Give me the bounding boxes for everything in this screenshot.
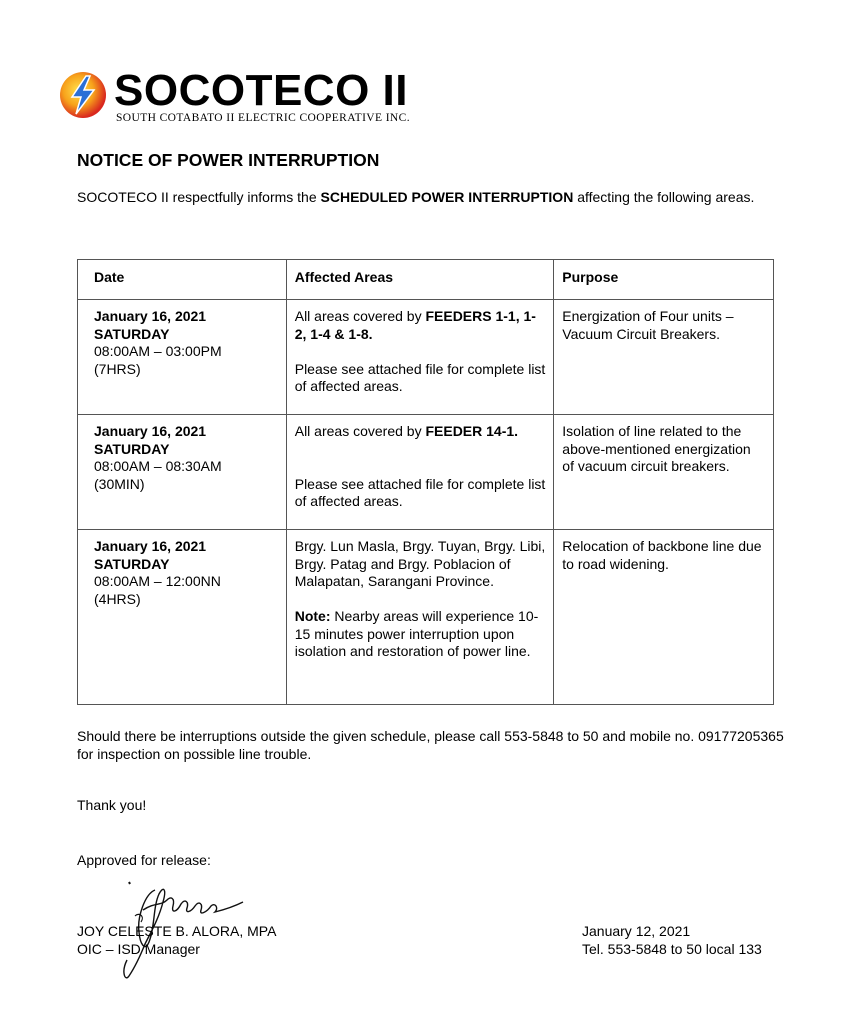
areas-prefix: All areas covered by <box>294 423 426 439</box>
interruption-table <box>77 259 774 705</box>
duration-text: (7HRS) <box>94 360 141 377</box>
signatory-name: JOY CELESTE B. ALORA, MPA <box>77 923 277 939</box>
date-cell <box>78 530 287 705</box>
time-text: 08:00AM – 12:00NN <box>94 573 221 589</box>
signatory-position: OIC – ISD Manager <box>77 941 200 957</box>
date-text: January 16, 2021 <box>94 308 207 324</box>
signatory-block <box>77 922 276 958</box>
table-header-row <box>78 260 774 300</box>
areas-note: Please see attached file for complete list of affected areas. <box>294 360 546 394</box>
page-title: NOTICE OF POWER INTERRUPTION <box>77 150 380 170</box>
date-text: January 16, 2021 <box>94 423 207 439</box>
header-purpose: Purpose <box>554 260 774 300</box>
areas-note <box>295 608 546 661</box>
logo-emblem-icon <box>58 70 108 120</box>
issue-date: January 12, 2021 <box>582 923 691 939</box>
time-text: 08:00AM – 03:00PM <box>94 343 222 359</box>
company-logo <box>58 68 438 128</box>
intro-suffix: affecting the following areas. <box>573 189 755 205</box>
purpose-cell: Energization of Four units – Vacuum Circuit Breakers. <box>554 300 774 415</box>
table-row <box>78 415 774 530</box>
logo-subtitle: SOUTH COTABATO II ELECTRIC COOPERATIVE INC. <box>116 112 410 124</box>
time-text: 08:00AM – 08:30AM <box>94 458 222 474</box>
intro-prefix: SOCOTECO II respectfully informs the <box>77 189 321 205</box>
thanks-text: Thank you! <box>77 797 147 813</box>
logo-name: SOCOTECO II <box>114 66 408 115</box>
table-row <box>78 530 774 705</box>
areas-note: Please see attached file for complete list of affected areas. <box>294 475 546 509</box>
areas-feeders: FEEDERS 1-1, 1-2, 1-4 & 1-8. <box>294 308 536 342</box>
purpose-cell: Isolation of line related to the above-mentioned energization of vacuum circuit breakers. <box>554 415 774 530</box>
approved-label: Approved for release: <box>77 852 211 868</box>
day-text: SATURDAY <box>94 325 170 342</box>
areas-cell <box>286 530 554 705</box>
intro-paragraph <box>77 188 787 206</box>
areas-text <box>295 423 546 441</box>
note-label: Note: <box>294 608 331 624</box>
header-date: Date <box>78 260 287 300</box>
areas-prefix: All areas covered by <box>294 308 426 324</box>
areas-cell <box>286 300 554 415</box>
duration-text: (30MIN) <box>94 475 145 492</box>
areas-cell <box>286 415 554 530</box>
table-row <box>78 300 774 415</box>
date-cell <box>78 415 287 530</box>
purpose-cell: Relocation of backbone line due to road widening. <box>554 530 774 705</box>
duration-text: (4HRS) <box>94 590 141 607</box>
telephone: Tel. 553-5848 to 50 local 133 <box>582 941 762 957</box>
contact-note: Should there be interruptions outside the given schedule, please call 553-5848 to 50 and mobile no. 09177205365 for inspection on possible line trouble. <box>77 728 784 762</box>
intro-bold: SCHEDULED POWER INTERRUPTION <box>320 189 574 205</box>
areas-feeder: FEEDER 14-1. <box>425 423 519 439</box>
note-text: Nearby areas will experience 10-15 minutes power interruption upon isolation and restoration of power line. <box>294 608 539 659</box>
day-text: SATURDAY <box>94 555 170 572</box>
header-affected-areas: Affected Areas <box>286 260 554 300</box>
day-text: SATURDAY <box>94 440 170 457</box>
areas-text: Brgy. Lun Masla, Brgy. Tuyan, Brgy. Libi, Brgy. Patag and Brgy. Poblacion of Malapatan, Sarangani Province. <box>294 538 546 589</box>
date-tel-block <box>582 922 762 958</box>
date-text: January 16, 2021 <box>94 538 207 554</box>
areas-text <box>295 308 546 343</box>
date-cell <box>78 300 287 415</box>
